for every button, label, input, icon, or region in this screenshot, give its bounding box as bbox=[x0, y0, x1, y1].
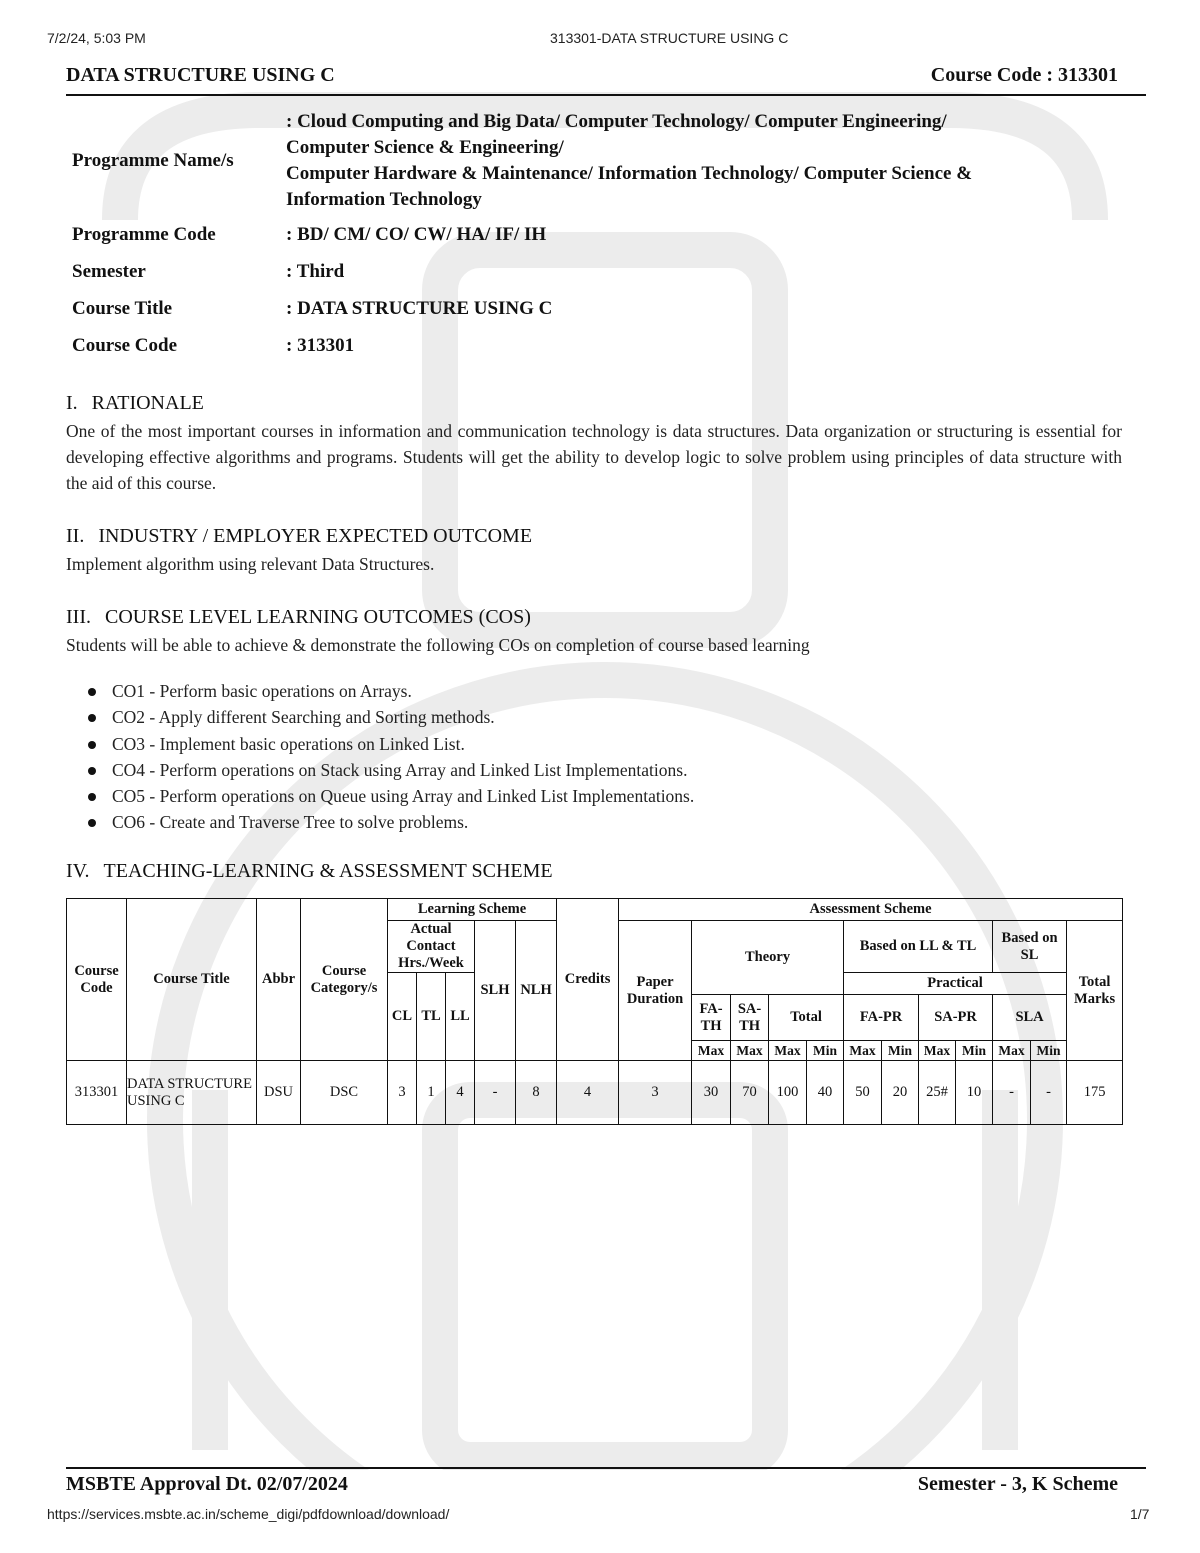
header-based-on-ll-tl: Based on LL & TL bbox=[844, 921, 993, 973]
print-url-link[interactable]: https://services.msbte.ac.in/scheme_digi/pdfdownload/download/ bbox=[47, 1506, 450, 1522]
header-max: Max bbox=[692, 1041, 731, 1061]
header-course-code: Course Code bbox=[67, 899, 127, 1061]
cell-sa-pr-max: 25# bbox=[919, 1061, 956, 1125]
header-min: Min bbox=[807, 1041, 844, 1061]
section-scheme-heading bbox=[66, 860, 553, 883]
header-paper-duration: Paper Duration bbox=[619, 921, 692, 1061]
footer-semester-scheme: Semester - 3, K Scheme bbox=[917, 1473, 1118, 1495]
header-based-on-sl: Based on SL bbox=[993, 921, 1067, 973]
cell-course-code: 313301 bbox=[67, 1061, 127, 1125]
section-number: IV. bbox=[66, 860, 90, 882]
header-sa-th: SA-TH bbox=[731, 995, 769, 1041]
header-total-marks: Total Marks bbox=[1067, 921, 1123, 1061]
course-outcomes-list bbox=[88, 678, 694, 836]
header-min: Min bbox=[882, 1041, 919, 1061]
header-course-name: DATA STRUCTURE USING C bbox=[66, 64, 335, 86]
cell-abbr: DSU bbox=[257, 1061, 301, 1125]
course-outcomes-intro: Students will be able to achieve & demonstrate the following COs on completion of course based learning bbox=[66, 635, 810, 655]
programme-name-line: Computer Hardware & Maintenance/ Information Technology/ Computer Science & bbox=[286, 163, 973, 184]
header-min: Min bbox=[1031, 1041, 1067, 1061]
section-rationale-heading bbox=[66, 392, 204, 415]
cell-paper-duration: 3 bbox=[619, 1061, 692, 1125]
programme-code-value: : BD/ CM/ CO/ CW/ HA/ IF/ IH bbox=[286, 223, 547, 245]
cell-tl: 1 bbox=[417, 1061, 446, 1125]
header-fa-th: FA-TH bbox=[692, 995, 731, 1041]
header-tl: TL bbox=[417, 973, 446, 1061]
header-category: Course Category/s bbox=[301, 899, 388, 1061]
rationale-text: One of the most important courses in information and communication technology is data structures. Data organization or structuring is essential for developing effective algorithms and programs. Students will get the ability to develop logic to solve problem using principles of data structure with the aid of this course. bbox=[66, 421, 1122, 493]
programme-name-line: Information Technology bbox=[286, 189, 482, 210]
header-max: Max bbox=[844, 1041, 882, 1061]
header-fa-pr: FA-PR bbox=[844, 995, 919, 1041]
header-max: Max bbox=[731, 1041, 769, 1061]
document-header bbox=[66, 64, 1146, 96]
section-number: III. bbox=[66, 606, 91, 628]
cell-cl: 3 bbox=[388, 1061, 417, 1125]
cell-slh: - bbox=[475, 1061, 516, 1125]
section-title: INDUSTRY / EMPLOYER EXPECTED OUTCOME bbox=[98, 525, 533, 547]
programme-details-table bbox=[72, 106, 1106, 364]
cell-course-title: DATA STRUCTURE USING C bbox=[127, 1061, 257, 1125]
header-max: Max bbox=[993, 1041, 1031, 1061]
programme-code-label: Programme Code bbox=[72, 223, 216, 245]
print-datetime: 7/2/24, 5:03 PM bbox=[47, 30, 146, 46]
industry-outcome-text: Implement algorithm using relevant Data Structures. bbox=[66, 554, 435, 574]
document-footer bbox=[66, 1467, 1146, 1496]
cell-credits: 4 bbox=[557, 1061, 619, 1125]
semester-label: Semester bbox=[72, 260, 146, 282]
header-max: Max bbox=[769, 1041, 807, 1061]
header-practical: Practical bbox=[844, 973, 1067, 995]
cell-fa-pr-max: 50 bbox=[844, 1061, 882, 1125]
header-course-code: Course Code : 313301 bbox=[930, 64, 1118, 86]
header-min: Min bbox=[956, 1041, 993, 1061]
footer-approval-date: MSBTE Approval Dt. 02/07/2024 bbox=[66, 1473, 348, 1495]
cell-total-marks: 175 bbox=[1067, 1061, 1123, 1125]
print-page-count: 1/7 bbox=[1130, 1506, 1150, 1522]
cell-total-max: 100 bbox=[769, 1061, 807, 1125]
course-code-value: : 313301 bbox=[286, 334, 355, 356]
print-doc-title: 313301-DATA STRUCTURE USING C bbox=[550, 30, 789, 46]
section-title: TEACHING-LEARNING & ASSESSMENT SCHEME bbox=[103, 860, 553, 882]
section-number: I. bbox=[66, 392, 78, 414]
header-learning-scheme: Learning Scheme bbox=[388, 899, 557, 921]
course-code-label: Course Code bbox=[72, 334, 178, 356]
cell-sla-max: - bbox=[993, 1061, 1031, 1125]
cell-sla-min: - bbox=[1031, 1061, 1067, 1125]
header-credits: Credits bbox=[557, 899, 619, 1061]
header-total: Total bbox=[769, 995, 844, 1041]
header-sla: SLA bbox=[993, 995, 1067, 1041]
list-item: CO6 - Create and Traverse Tree to solve problems. bbox=[88, 809, 694, 835]
header-nlh: NLH bbox=[516, 921, 557, 1061]
header-sa-pr: SA-PR bbox=[919, 995, 993, 1041]
cell-sa-pr-min: 10 bbox=[956, 1061, 993, 1125]
table-row bbox=[67, 1061, 1123, 1125]
list-item: CO3 - Implement basic operations on Linked List. bbox=[88, 731, 694, 757]
programme-name-line: Computer Science & Engineering/ bbox=[286, 137, 564, 158]
cell-category: DSC bbox=[301, 1061, 388, 1125]
teaching-assessment-scheme-table bbox=[66, 898, 1123, 1125]
section-title: COURSE LEVEL LEARNING OUTCOMES (COS) bbox=[104, 606, 531, 628]
cell-nlh: 8 bbox=[516, 1061, 557, 1125]
header-theory: Theory bbox=[692, 921, 844, 995]
header-course-title: Course Title bbox=[127, 899, 257, 1061]
programme-name-value bbox=[286, 106, 1106, 216]
header-cl: CL bbox=[388, 973, 417, 1061]
section-industry-outcome-heading bbox=[66, 525, 532, 548]
programme-name-label: Programme Name/s bbox=[72, 150, 234, 171]
cell-total-min: 40 bbox=[807, 1061, 844, 1125]
list-item: CO5 - Perform operations on Queue using Array and Linked List Implementations. bbox=[88, 783, 694, 809]
programme-name-line: : Cloud Computing and Big Data/ Computer Technology/ Computer Engineering/ bbox=[286, 111, 947, 132]
cell-ll: 4 bbox=[446, 1061, 475, 1125]
list-item: CO1 - Perform basic operations on Arrays. bbox=[88, 678, 694, 704]
list-item: CO2 - Apply different Searching and Sorting methods. bbox=[88, 704, 694, 730]
cell-fa-pr-min: 20 bbox=[882, 1061, 919, 1125]
header-actual-contact: Actual Contact Hrs./Week bbox=[388, 921, 475, 973]
header-abbr: Abbr bbox=[257, 899, 301, 1061]
list-item: CO4 - Perform operations on Stack using Array and Linked List Implementations. bbox=[88, 757, 694, 783]
cell-fa-th-max: 30 bbox=[692, 1061, 731, 1125]
section-number: II. bbox=[66, 525, 85, 547]
course-title-value: : DATA STRUCTURE USING C bbox=[286, 297, 553, 319]
document-page bbox=[66, 64, 1146, 1495]
section-course-outcomes-heading bbox=[66, 606, 531, 629]
header-max: Max bbox=[919, 1041, 956, 1061]
cell-sa-th-max: 70 bbox=[731, 1061, 769, 1125]
section-title: RATIONALE bbox=[91, 392, 204, 414]
header-slh: SLH bbox=[475, 921, 516, 1061]
semester-value: : Third bbox=[286, 260, 345, 282]
header-assessment-scheme: Assessment Scheme bbox=[619, 899, 1123, 921]
header-ll: LL bbox=[446, 973, 475, 1061]
course-title-label: Course Title bbox=[72, 297, 173, 319]
